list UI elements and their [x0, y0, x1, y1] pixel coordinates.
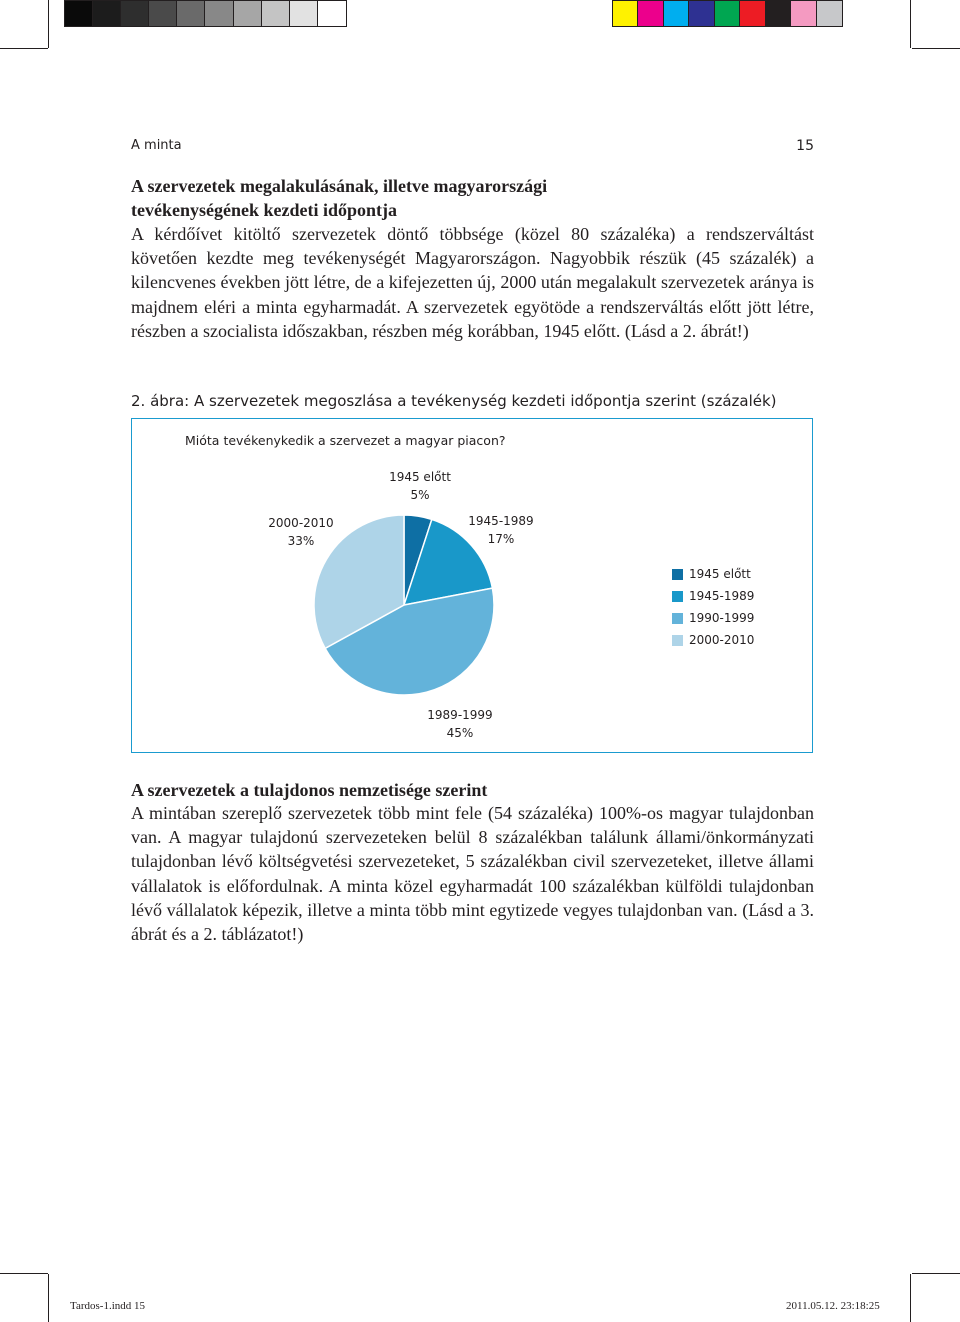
color-swatch	[740, 1, 765, 26]
gray-swatch	[234, 1, 262, 26]
legend-swatch	[672, 635, 683, 646]
legend-item	[672, 563, 754, 585]
color-swatch	[613, 1, 638, 26]
section-heading-line: A szervezetek megalakulásának, illetve magyarországi	[131, 176, 548, 196]
color-swatch	[817, 1, 842, 26]
section-heading	[131, 174, 814, 222]
crop-mark	[912, 48, 960, 49]
slice-value-label: 33%	[287, 534, 315, 548]
slice-label: 2000-2010	[268, 516, 334, 530]
slice-label: 1989-1999	[427, 708, 493, 722]
color-swatch	[689, 1, 714, 26]
body-paragraph: A mintában szereplő szervezetek több mint fele (54 százaléka) 100%-os magyar tulajdonban van. A magyar tulajdonú szervezeteken belül 8 százalékban találunk állami/önkormányzati tulajdonban lévő költségvetési szervezeteket, 5 százalékban civil szervezeteket, illetve állami vállalatok is előfordulnak. A minta közel egyharmadát 100 százalékban külföldi tulajdonban lévő vállalatok képezik, illetve a minta több mint egytizede vegyes tulajdonban van. (Lásd a 3. ábrát és a 2. táblázatot!)	[131, 803, 814, 945]
crop-mark	[912, 1273, 960, 1274]
legend-item	[672, 585, 754, 607]
legend-swatch	[672, 613, 683, 624]
chart-frame	[131, 418, 813, 753]
legend-item	[672, 629, 754, 651]
grayscale-color-bar	[64, 0, 347, 27]
gray-swatch	[121, 1, 149, 26]
gray-swatch	[205, 1, 233, 26]
section-heading-line: tevékenységének kezdeti időpontja	[131, 200, 397, 220]
color-swatch	[638, 1, 663, 26]
slice-value-label: 17%	[487, 532, 515, 546]
gray-swatch	[290, 1, 318, 26]
slice-value-label: 45%	[446, 726, 474, 740]
gray-swatch	[149, 1, 177, 26]
chart-legend	[672, 563, 754, 651]
gray-swatch	[262, 1, 290, 26]
legend-label: 1945 előtt	[689, 567, 751, 581]
crop-mark	[0, 48, 48, 49]
slice-label: 1945-1989	[468, 514, 534, 528]
legend-item	[672, 607, 754, 629]
legend-label: 1990-1999	[689, 611, 755, 625]
legend-swatch	[672, 591, 683, 602]
legend-label: 1945-1989	[689, 589, 755, 603]
cmyk-color-bar	[612, 0, 843, 27]
slice-label: 1945 előtt	[389, 470, 451, 484]
running-head	[131, 138, 814, 158]
figure-caption: 2. ábra: A szervezetek megoszlása a tevékenység kezdeti időpontja szerint (százalék)	[131, 392, 777, 410]
crop-mark	[910, 0, 911, 48]
crop-mark	[48, 0, 49, 48]
chart-question: Mióta tevékenykedik a szervezet a magyar piacon?	[185, 433, 506, 448]
crop-mark	[910, 1274, 911, 1322]
slice-value-label: 5%	[410, 488, 430, 502]
crop-mark	[48, 1274, 49, 1322]
section-heading: A szervezetek a tulajdonos nemzetisége szerint	[131, 780, 488, 800]
running-head-title: A minta	[131, 138, 182, 153]
legend-swatch	[672, 569, 683, 580]
file-slug: Tardos-1.indd 15	[70, 1300, 145, 1312]
gray-swatch	[65, 1, 93, 26]
gray-swatch	[93, 1, 121, 26]
color-swatch	[715, 1, 740, 26]
page-number: 15	[796, 138, 814, 154]
body-paragraph: A kérdőívet kitöltő szervezetek döntő többsége (közel 80 százaléka) a rendszerváltást követően kezdte meg tevékenységét Magyarországon. Nagyobbik részük (45 százalék) a kilencvenes években jött létre, de a kifejezetten új, 2000 után megalakult szervezetek aránya is majdnem eléri a minta egyharmadát. A szervezetek egyötöde a rendszerváltás előtt jött létre, részben a szocialista időszakban, részben még korábban, 1945 előtt. (Lásd a 2. ábrát!)	[131, 224, 814, 341]
gray-swatch	[318, 1, 346, 26]
print-timestamp: 2011.05.12. 23:18:25	[786, 1300, 880, 1312]
color-swatch	[664, 1, 689, 26]
legend-label: 2000-2010	[689, 633, 755, 647]
color-swatch	[791, 1, 816, 26]
gray-swatch	[177, 1, 205, 26]
crop-mark	[0, 1273, 48, 1274]
color-swatch	[766, 1, 791, 26]
